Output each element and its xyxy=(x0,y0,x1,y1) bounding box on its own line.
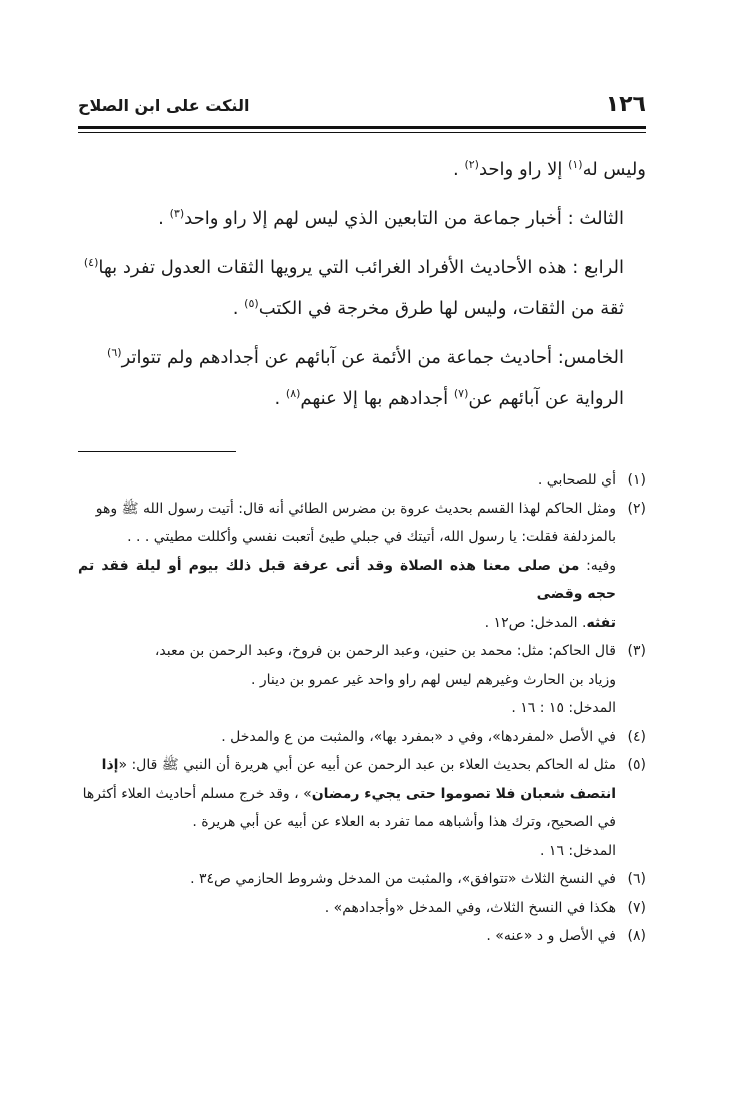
footnote-number: (٥) xyxy=(627,757,646,773)
running-title: النكت على ابن الصلاح xyxy=(78,96,250,115)
footnote-number: (٦) xyxy=(627,871,646,887)
footnote-ref-8[interactable]: (٨) xyxy=(285,387,301,400)
text: » ، وقد خرج مسلم أحاديث العلاء أكثرها xyxy=(82,785,312,802)
text: أجدادهم بها إلا عنهم xyxy=(300,388,454,409)
text: في النسخ الثلاث «تتوافق»، والمثبت من المدخل وشروط الحازمي ص٣٤ . xyxy=(190,871,616,887)
footnote-ref-3[interactable]: (٣) xyxy=(169,207,185,220)
text: وفيه: xyxy=(579,557,616,574)
footnote-text xyxy=(78,466,616,495)
footnote-separator-wrap xyxy=(78,451,646,452)
footnote-text xyxy=(78,894,616,923)
footnote-number: (٧) xyxy=(627,899,646,916)
line xyxy=(78,552,616,609)
text: المدخل: ١٦ . xyxy=(540,842,616,859)
text: . xyxy=(232,298,245,319)
line xyxy=(78,247,646,288)
line xyxy=(78,780,616,809)
hadith-text: انتصف شعبان فلا تصوموا حتى يجيء رمضان xyxy=(311,785,616,802)
footnote-ref-2[interactable]: (٢) xyxy=(464,158,479,171)
text: . xyxy=(453,159,465,180)
text: وليس له xyxy=(582,159,646,180)
text: ومثل الحاكم لهذا القسم بحديث عروة بن مضرس الطائي أنه قال: أتيت رسول الله ﷺ وهو xyxy=(95,500,616,517)
footnote-text xyxy=(78,723,616,752)
footnote-3 xyxy=(78,637,646,723)
page-header xyxy=(78,86,646,129)
text: الثالث : أخبار جماعة من التابعين الذي ليس لهم إلا راو واحد xyxy=(184,208,624,229)
footnote-4 xyxy=(78,723,646,752)
hadith-text: من صلى معنا هذه الصلاة وقد أتى عرفة قبل ذلك بيوم أو ليلة فقد تم حجه وقضى xyxy=(78,557,616,602)
footnote-ref-6[interactable]: (٦) xyxy=(107,346,122,359)
text: في الصحيح، وترك هذا وأشباهه مما تفرد به العلاء عن أبيه عن أبي هريرة . xyxy=(192,814,616,830)
text: الرابع : هذه الأحاديث الأفراد الغرائب التي يرويها الثقات العدول تفرد بها xyxy=(98,257,624,278)
footnote-2 xyxy=(78,495,646,638)
line xyxy=(78,337,646,378)
text: وزياد بن الحارث وغيرهم ليس لهم راو واحد غير عمرو بن دينار . xyxy=(250,671,616,688)
line xyxy=(78,378,646,419)
footnote-text xyxy=(78,637,616,723)
footnote-5 xyxy=(78,751,646,865)
footnote-text xyxy=(78,495,616,638)
text: في الأصل «لمفردها»، وفي د «بمفرد بها»، والمثبت من ع والمدخل . xyxy=(221,728,616,745)
text: بالمزدلفة فقلت: يا رسول الله، أتيتك في جبلي طيئ أتعبت نفسي وأكللت مطيتي . . . xyxy=(127,529,616,545)
footnote-number: (١) xyxy=(627,472,646,488)
footnote-6 xyxy=(78,865,646,894)
footnote-ref-4[interactable]: (٤) xyxy=(83,256,99,269)
footnote-number: (٢) xyxy=(627,500,646,517)
paragraph-1 xyxy=(78,149,646,190)
text: أي للصحابي . xyxy=(537,472,616,488)
footnote-text xyxy=(78,922,616,951)
footnote-text xyxy=(78,865,616,894)
line xyxy=(78,609,616,638)
text: في الأصل و د «عنه» . xyxy=(486,928,616,944)
paragraph-2 xyxy=(78,198,646,239)
footnote-ref-1[interactable]: (١) xyxy=(568,158,583,171)
line xyxy=(78,751,616,780)
hadith-text: إذا xyxy=(101,757,119,773)
text: الرواية عن آبائهم عن xyxy=(468,388,624,409)
footnote-number: (٤) xyxy=(627,728,646,745)
hadith-text: تفثه xyxy=(586,614,616,631)
text: . xyxy=(274,388,286,409)
text: إلا راو واحد xyxy=(478,159,569,180)
footnotes xyxy=(78,466,646,951)
page-number: ١٢٦ xyxy=(605,92,646,117)
text: ثقة من الثقات، وليس لها طرق مخرجة في الكتب xyxy=(258,298,624,319)
footnote-7 xyxy=(78,894,646,923)
text: . xyxy=(158,208,170,229)
footnote-number: (٣) xyxy=(627,643,646,659)
text: قال الحاكم: مثل: محمد بن حنين، وعبد الرحمن بن فروخ، وعبد الرحمن بن معبد، xyxy=(154,643,616,659)
text: المدخل: ١٥ : ١٦ . xyxy=(511,700,616,716)
text: الخامس: أحاديث جماعة من الأئمة عن آبائهم عن أجدادهم ولم تتواتر xyxy=(121,347,624,368)
text: . المدخل: ص١٢ . xyxy=(484,614,587,631)
text: مثل له الحاكم بحديث العلاء بن عبد الرحمن عن أبيه عن أبي هريرة أن النبي ﷺ قال: « xyxy=(118,757,616,773)
footnote-1 xyxy=(78,466,646,495)
footnote-separator xyxy=(78,451,236,452)
footnote-number: (٨) xyxy=(627,928,646,944)
footnote-ref-5[interactable]: (٥) xyxy=(244,297,259,310)
line xyxy=(78,288,646,329)
main-text xyxy=(78,149,646,419)
paragraph-4 xyxy=(78,337,646,419)
book-page xyxy=(78,86,646,951)
footnote-text xyxy=(78,751,616,865)
footnote-ref-7[interactable]: (٧) xyxy=(453,387,469,400)
footnote-8 xyxy=(78,922,646,951)
text: هكذا في النسخ الثلاث، وفي المدخل «وأجدادهم» . xyxy=(324,899,616,916)
paragraph-3 xyxy=(78,247,646,329)
